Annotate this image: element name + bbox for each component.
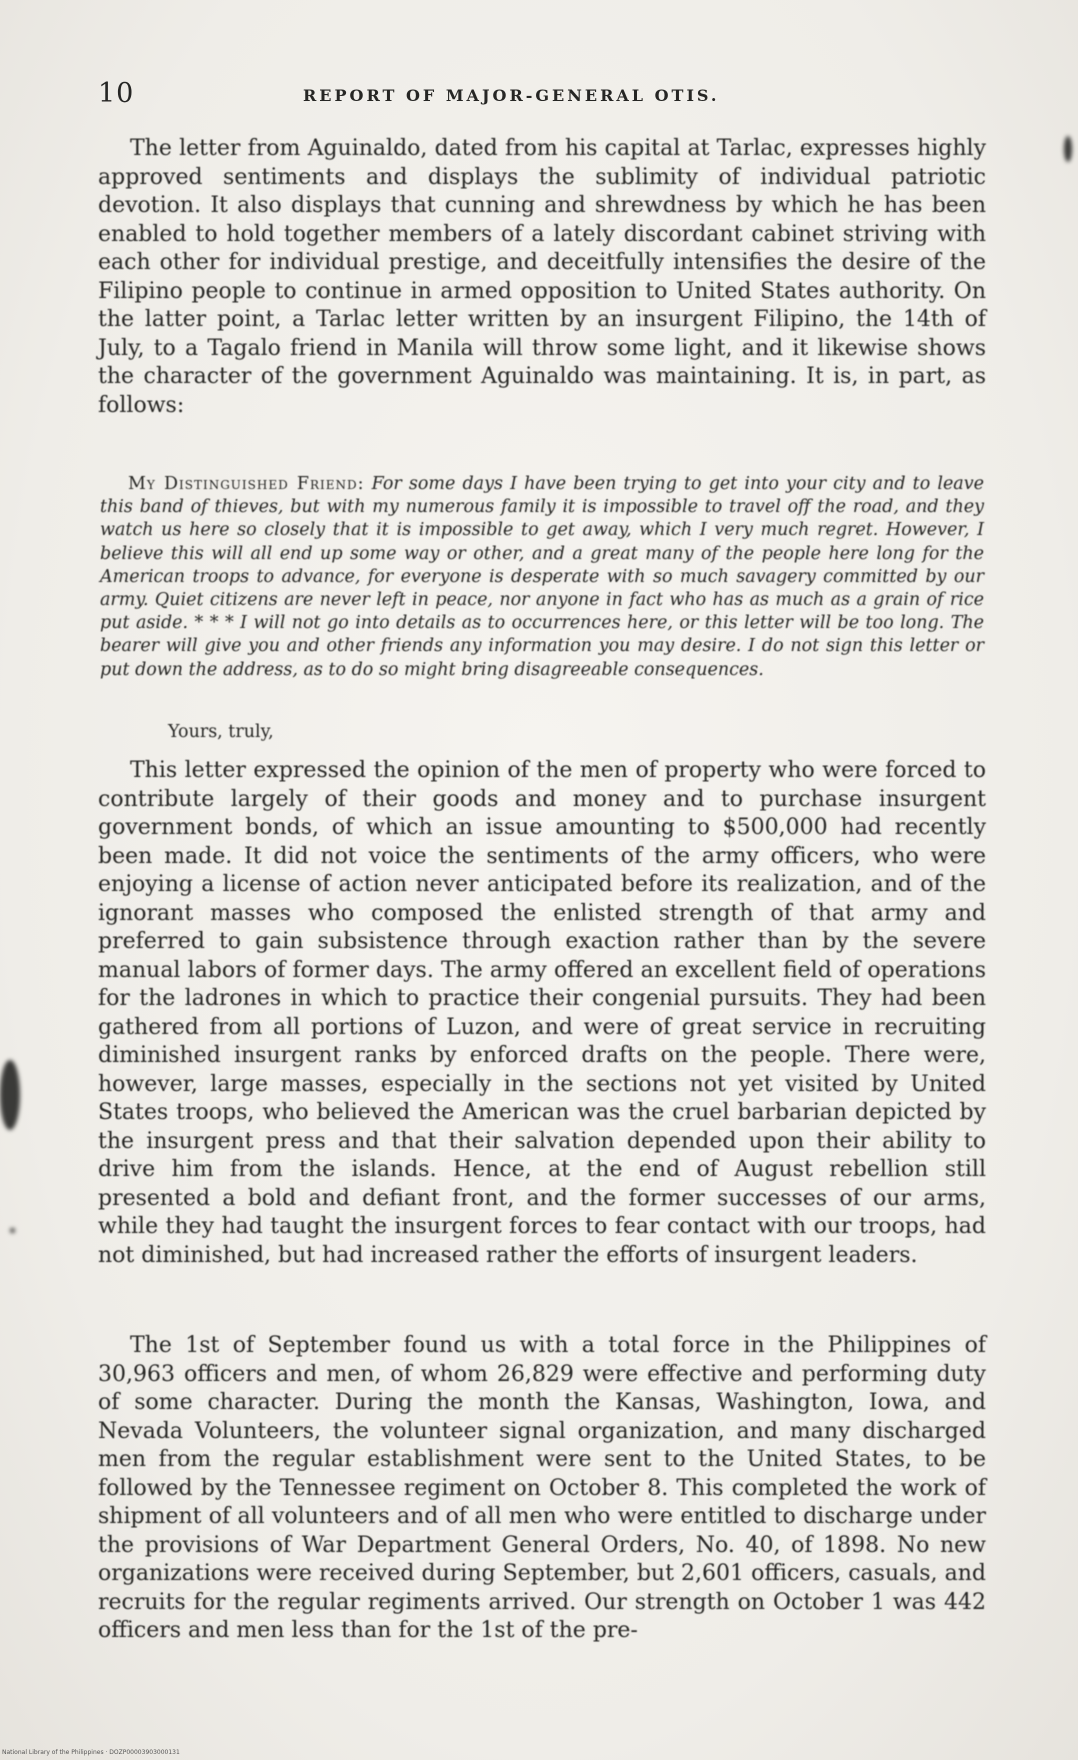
paragraph-1-text: The letter from Aguinaldo, dated from his capital at Tarlac, expresses highly approved sentiments and displays the sublimity of individual patriotic devotion. It also displays that cunning and shrewdness by which he has been enabled to hold together members of a lately discordant cabinet striving with each other for individual prestige, and deceitfully intensifies the desire of the Filipino people to continue in armed opposition to United States authority. On the latter point, a Tarlac letter written by an insurgent Filipino, the 14th of July, to a Tagalo friend in Manila will throw some light, and it likewise shows the character of the government Aguinaldo was maintaining. It is, in part, as follows: xyxy=(98,136,986,418)
page-number: 10 xyxy=(98,78,135,109)
paragraph-1 xyxy=(98,135,986,420)
paragraph-3-text: The 1st of September found us with a total force in the Philippines of 30,963 officers and men, of whom 26,829 were effective and performing duty of some character. During the month the Kansas, Washington, Iowa, and Nevada Volunteers, the volunteer signal organization, and many discharged men from the regular establishment were sent to the United States, to be followed by the Tennessee regiment on October 8. This completed the work of shipment of all volunteers and of all men who were entitled to discharge under the provisions of War Department General Orders, No. 40, of 1898. No new organizations were received during September, but 2,601 officers, casuals, and recruits for the regular regiments arrived. Our strength on October 1 was 442 officers and men less than for the 1st of the pre- xyxy=(98,1333,986,1643)
paragraph-3 xyxy=(98,1332,986,1646)
scan-artifact-dot xyxy=(10,1228,15,1233)
paragraph-2-text: This letter expressed the opinion of the men of property who were forced to contribute largely of their goods and money and to purchase insurgent government bonds, of which an issue amounting to $500,000 had recently been made. It did not voice the sentiments of the army officers, who were enjoying a license of action never anticipated before its realization, and of the ignorant masses who composed the enlisted strength of that army and preferred to gain subsistence through exaction rather than by the severe manual labors of former days. The army offered an excellent field of operations for the ladrones in which to practice their congenial pursuits. They had been gathered from all portions of Luzon, and were of great service in recruiting diminished insurgent ranks by enforced drafts on the people. There were, however, large masses, especially in the sections not yet visited by United States troops, who believed the American was the cruel barbarian depicted by the insurgent press and that their salvation depended upon their ability to drive him from the islands. Hence, at the end of August rebellion still presented a bold and defiant front, and the former successes of our arms, while they had taught the insurgent forces to fear contact with our troops, had not diminished, but had increased rather the efforts of insurgent leaders. xyxy=(98,758,986,1268)
page-header xyxy=(98,78,988,118)
scan-artifact-right xyxy=(1064,136,1072,162)
letter-text xyxy=(100,473,984,682)
scan-credit: National Library of the Philippines · DOZP00003903000131 xyxy=(2,1749,180,1756)
quoted-letter xyxy=(100,473,984,682)
running-head: REPORT OF MAJOR-GENERAL OTIS. xyxy=(303,86,720,105)
letter-salutation: My Distinguished Friend: xyxy=(128,474,365,494)
scan-artifact-left xyxy=(0,1060,20,1130)
letter-body: For some days I have been trying to get into your city and to leave this band of thieves, but with my numerous family it is impossible to travel off the road, and they watch us here so closely that it is impossible to get away, which I very much regret. However, I believe this will all end up some way or other, and a great many of the people here long for the American troops to advance, for everyone is desperate with so much savagery committed by our army. Quiet citizens are never left in peace, nor anyone in fact who has as much as a grain of rice put aside. * * * I will not go into details as to occurrences here, or this letter will be too long. The bearer will give you and other friends any information you may desire. I do not sign this letter or put down the address, as to do so might bring disagreeable consequences. xyxy=(100,474,984,680)
paragraph-2 xyxy=(98,757,986,1270)
letter-closing: Yours, truly, xyxy=(168,722,274,742)
